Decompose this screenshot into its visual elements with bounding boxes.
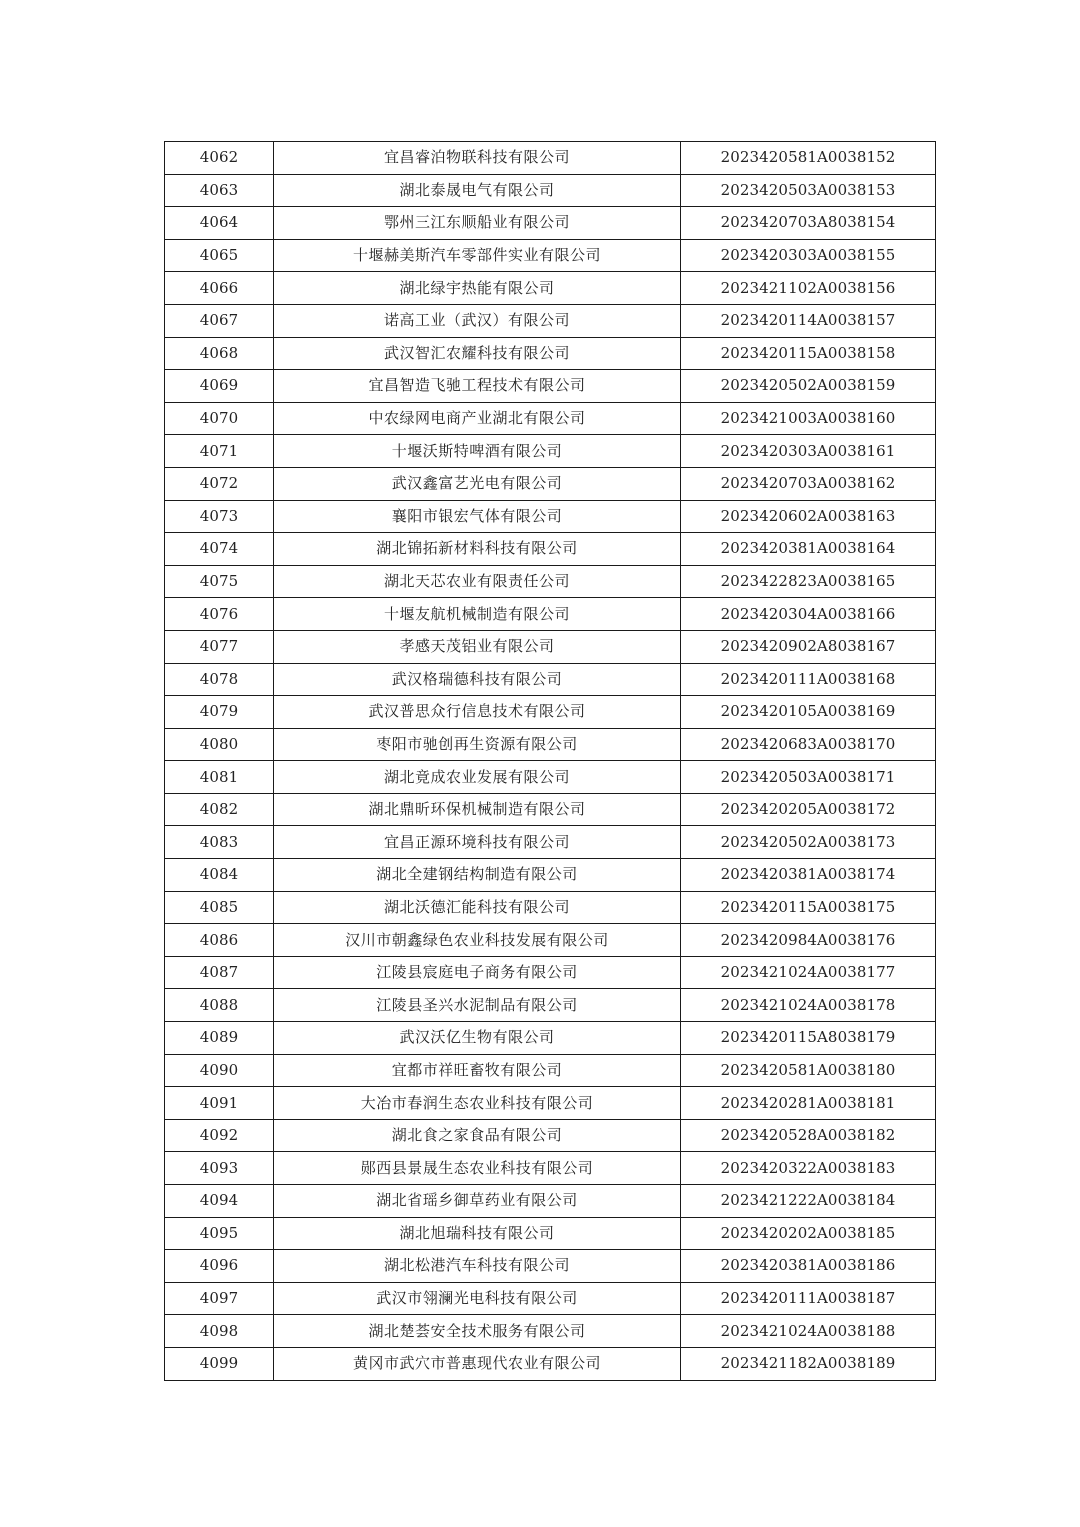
- row-number-cell: 4085: [165, 891, 274, 924]
- registration-code-cell: 2023420111A0038168: [681, 663, 936, 696]
- table-row: [165, 370, 936, 403]
- company-name-cell: 鄂州三江东顺船业有限公司: [274, 207, 681, 240]
- row-number-cell: 4098: [165, 1315, 274, 1348]
- row-number-cell: 4090: [165, 1054, 274, 1087]
- company-name-cell: 武汉鑫富艺光电有限公司: [274, 467, 681, 500]
- company-name-cell: 湖北绿宇热能有限公司: [274, 272, 681, 305]
- registration-code-cell: 2023420381A0038164: [681, 533, 936, 566]
- company-name-cell: 十堰沃斯特啤酒有限公司: [274, 435, 681, 468]
- row-number-cell: 4073: [165, 500, 274, 533]
- company-name-cell: 十堰赫美斯汽车零部件实业有限公司: [274, 239, 681, 272]
- table-row: [165, 1022, 936, 1055]
- table-row: [165, 989, 936, 1022]
- row-number-cell: 4079: [165, 696, 274, 729]
- table-row: [165, 1282, 936, 1315]
- row-number-cell: 4095: [165, 1217, 274, 1250]
- row-number-cell: 4072: [165, 467, 274, 500]
- company-name-cell: 湖北楚荟安全技术服务有限公司: [274, 1315, 681, 1348]
- row-number-cell: 4063: [165, 174, 274, 207]
- registration-code-cell: 2023420115A8038179: [681, 1022, 936, 1055]
- row-number-cell: 4084: [165, 859, 274, 892]
- table-row: [165, 630, 936, 663]
- registration-code-cell: 2023421182A0038189: [681, 1347, 936, 1380]
- registration-code-cell: 2023420503A0038171: [681, 761, 936, 794]
- company-name-cell: 宜昌睿泊物联科技有限公司: [274, 142, 681, 175]
- company-name-cell: 枣阳市驰创再生资源有限公司: [274, 728, 681, 761]
- row-number-cell: 4074: [165, 533, 274, 566]
- table-row: [165, 174, 936, 207]
- table-row: [165, 272, 936, 305]
- row-number-cell: 4082: [165, 793, 274, 826]
- company-name-cell: 汉川市朝鑫绿色农业科技发展有限公司: [274, 924, 681, 957]
- registration-code-cell: 2023421024A0038177: [681, 956, 936, 989]
- table-row: [165, 565, 936, 598]
- company-name-cell: 宜昌智造飞驰工程技术有限公司: [274, 370, 681, 403]
- registration-code-cell: 2023422823A0038165: [681, 565, 936, 598]
- company-name-cell: 襄阳市银宏气体有限公司: [274, 500, 681, 533]
- table-row: [165, 663, 936, 696]
- table-row: [165, 142, 936, 175]
- row-number-cell: 4068: [165, 337, 274, 370]
- company-name-cell: 武汉格瑞德科技有限公司: [274, 663, 681, 696]
- company-name-cell: 湖北旭瑞科技有限公司: [274, 1217, 681, 1250]
- table-row: [165, 239, 936, 272]
- row-number-cell: 4093: [165, 1152, 274, 1185]
- registration-code-cell: 2023420528A0038182: [681, 1119, 936, 1152]
- table-row: [165, 1250, 936, 1283]
- row-number-cell: 4066: [165, 272, 274, 305]
- company-name-cell: 湖北锦拓新材料科技有限公司: [274, 533, 681, 566]
- table-row: [165, 598, 936, 631]
- company-name-cell: 湖北省瑶乡御草药业有限公司: [274, 1185, 681, 1218]
- company-name-cell: 郧西县景晟生态农业科技有限公司: [274, 1152, 681, 1185]
- registration-code-cell: 2023420502A0038159: [681, 370, 936, 403]
- registration-code-cell: 2023420111A0038187: [681, 1282, 936, 1315]
- row-number-cell: 4083: [165, 826, 274, 859]
- table-row: [165, 761, 936, 794]
- company-name-cell: 湖北天芯农业有限责任公司: [274, 565, 681, 598]
- registration-code-cell: 2023420581A0038152: [681, 142, 936, 175]
- row-number-cell: 4088: [165, 989, 274, 1022]
- company-name-cell: 湖北全建钢结构制造有限公司: [274, 859, 681, 892]
- row-number-cell: 4080: [165, 728, 274, 761]
- registration-code-cell: 2023420902A8038167: [681, 630, 936, 663]
- row-number-cell: 4087: [165, 956, 274, 989]
- company-name-cell: 武汉市翎澜光电科技有限公司: [274, 1282, 681, 1315]
- row-number-cell: 4094: [165, 1185, 274, 1218]
- row-number-cell: 4069: [165, 370, 274, 403]
- registration-code-cell: 2023420683A0038170: [681, 728, 936, 761]
- company-name-cell: 武汉智汇农耀科技有限公司: [274, 337, 681, 370]
- table-row: [165, 859, 936, 892]
- table-row: [165, 728, 936, 761]
- registration-code-cell: 2023421024A0038178: [681, 989, 936, 1022]
- registration-code-cell: 2023420281A0038181: [681, 1087, 936, 1120]
- registration-code-cell: 2023421003A0038160: [681, 402, 936, 435]
- registration-code-cell: 2023420205A0038172: [681, 793, 936, 826]
- company-name-cell: 湖北沃德汇能科技有限公司: [274, 891, 681, 924]
- registration-code-cell: 2023420105A0038169: [681, 696, 936, 729]
- company-name-cell: 中农绿网电商产业湖北有限公司: [274, 402, 681, 435]
- table-row: [165, 435, 936, 468]
- company-name-cell: 湖北松港汽车科技有限公司: [274, 1250, 681, 1283]
- table-row: [165, 207, 936, 240]
- company-name-cell: 湖北竟成农业发展有限公司: [274, 761, 681, 794]
- table-body: [165, 142, 936, 1381]
- company-name-cell: 诺高工业（武汉）有限公司: [274, 304, 681, 337]
- row-number-cell: 4078: [165, 663, 274, 696]
- company-name-cell: 武汉普思众行信息技术有限公司: [274, 696, 681, 729]
- row-number-cell: 4089: [165, 1022, 274, 1055]
- row-number-cell: 4081: [165, 761, 274, 794]
- table-row: [165, 1347, 936, 1380]
- registration-code-cell: 2023420114A0038157: [681, 304, 936, 337]
- row-number-cell: 4070: [165, 402, 274, 435]
- table-row: [165, 891, 936, 924]
- registration-code-cell: 2023420581A0038180: [681, 1054, 936, 1087]
- table-row: [165, 304, 936, 337]
- registration-code-cell: 2023420115A0038175: [681, 891, 936, 924]
- table-row: [165, 1152, 936, 1185]
- table-row: [165, 337, 936, 370]
- company-registry-table: [164, 141, 936, 1381]
- table-row: [165, 533, 936, 566]
- table-row: [165, 1185, 936, 1218]
- registration-code-cell: 2023421222A0038184: [681, 1185, 936, 1218]
- table-row: [165, 1087, 936, 1120]
- row-number-cell: 4067: [165, 304, 274, 337]
- company-name-cell: 大冶市春润生态农业科技有限公司: [274, 1087, 681, 1120]
- row-number-cell: 4075: [165, 565, 274, 598]
- registration-code-cell: 2023420381A0038186: [681, 1250, 936, 1283]
- table-row: [165, 826, 936, 859]
- registration-code-cell: 2023420202A0038185: [681, 1217, 936, 1250]
- row-number-cell: 4064: [165, 207, 274, 240]
- registration-code-cell: 2023420703A8038154: [681, 207, 936, 240]
- row-number-cell: 4097: [165, 1282, 274, 1315]
- company-name-cell: 十堰友航机械制造有限公司: [274, 598, 681, 631]
- table-row: [165, 1119, 936, 1152]
- company-name-cell: 宜都市祥旺畜牧有限公司: [274, 1054, 681, 1087]
- row-number-cell: 4091: [165, 1087, 274, 1120]
- registration-code-cell: 2023420304A0038166: [681, 598, 936, 631]
- company-name-cell: 武汉沃亿生物有限公司: [274, 1022, 681, 1055]
- row-number-cell: 4071: [165, 435, 274, 468]
- table-row: [165, 1054, 936, 1087]
- registration-code-cell: 2023420984A0038176: [681, 924, 936, 957]
- table-row: [165, 500, 936, 533]
- row-number-cell: 4062: [165, 142, 274, 175]
- registration-code-cell: 2023420303A0038161: [681, 435, 936, 468]
- registration-code-cell: 2023420502A0038173: [681, 826, 936, 859]
- registration-code-cell: 2023421024A0038188: [681, 1315, 936, 1348]
- table-row: [165, 793, 936, 826]
- company-name-cell: 江陵县宸庭电子商务有限公司: [274, 956, 681, 989]
- company-name-cell: 宜昌正源环境科技有限公司: [274, 826, 681, 859]
- company-name-cell: 湖北鼎昕环保机械制造有限公司: [274, 793, 681, 826]
- row-number-cell: 4065: [165, 239, 274, 272]
- table-row: [165, 467, 936, 500]
- company-name-cell: 江陵县圣兴水泥制品有限公司: [274, 989, 681, 1022]
- company-name-cell: 黄冈市武穴市普惠现代农业有限公司: [274, 1347, 681, 1380]
- registration-code-cell: 2023420115A0038158: [681, 337, 936, 370]
- table-row: [165, 696, 936, 729]
- row-number-cell: 4099: [165, 1347, 274, 1380]
- table-row: [165, 1315, 936, 1348]
- registration-code-cell: 2023420322A0038183: [681, 1152, 936, 1185]
- registration-code-cell: 2023420303A0038155: [681, 239, 936, 272]
- table-row: [165, 402, 936, 435]
- registration-code-cell: 2023420703A0038162: [681, 467, 936, 500]
- table-row: [165, 924, 936, 957]
- registration-code-cell: 2023420381A0038174: [681, 859, 936, 892]
- row-number-cell: 4096: [165, 1250, 274, 1283]
- row-number-cell: 4076: [165, 598, 274, 631]
- registration-code-cell: 2023420602A0038163: [681, 500, 936, 533]
- registration-code-cell: 2023420503A0038153: [681, 174, 936, 207]
- company-name-cell: 孝感天茂铝业有限公司: [274, 630, 681, 663]
- company-name-cell: 湖北泰晟电气有限公司: [274, 174, 681, 207]
- row-number-cell: 4086: [165, 924, 274, 957]
- registration-code-cell: 2023421102A0038156: [681, 272, 936, 305]
- row-number-cell: 4077: [165, 630, 274, 663]
- row-number-cell: 4092: [165, 1119, 274, 1152]
- table-row: [165, 956, 936, 989]
- table-row: [165, 1217, 936, 1250]
- company-name-cell: 湖北食之家食品有限公司: [274, 1119, 681, 1152]
